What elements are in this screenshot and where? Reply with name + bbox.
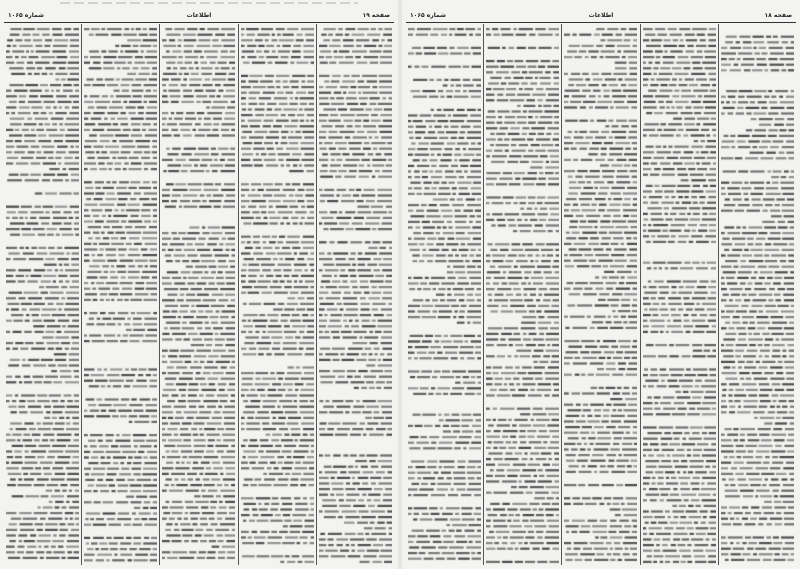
header-rule: [4, 22, 394, 23]
issue-number: شماره ۱۰۶۵: [410, 12, 446, 19]
column-text-lines: [564, 25, 637, 564]
column-text-lines: [6, 25, 79, 564]
text-column: [718, 24, 796, 565]
text-column: [238, 24, 316, 565]
page-number: صفحه ۱۹: [362, 12, 390, 19]
text-column: [81, 24, 159, 565]
page-header: [406, 10, 796, 22]
text-column: [316, 24, 394, 565]
column-text-lines: [643, 25, 716, 564]
text-columns: [406, 24, 796, 565]
text-column: [561, 24, 639, 565]
column-text-lines: [241, 25, 314, 564]
text-column: [4, 24, 81, 565]
issue-number: شماره ۱۰۶۵: [8, 12, 44, 19]
faint-top-note: [60, 2, 358, 4]
text-column: [640, 24, 718, 565]
column-text-lines: [408, 25, 481, 564]
column-text-lines: [162, 25, 235, 564]
newspaper-page-right: [402, 0, 800, 569]
column-text-lines: [84, 25, 157, 564]
newspaper-title: اطلاعات: [588, 12, 614, 19]
text-column: [406, 24, 483, 565]
newspaper-page-left: [0, 0, 398, 569]
column-text-lines: [486, 25, 559, 564]
column-text-lines: [721, 25, 794, 564]
text-column: [483, 24, 561, 565]
text-column: [159, 24, 237, 565]
text-columns: [4, 24, 394, 565]
column-text-lines: [319, 25, 392, 564]
newspaper-title: اطلاعات: [186, 12, 212, 19]
page-number: صفحه ۱۸: [764, 12, 792, 19]
page-header: [4, 10, 394, 22]
header-rule: [406, 22, 796, 23]
